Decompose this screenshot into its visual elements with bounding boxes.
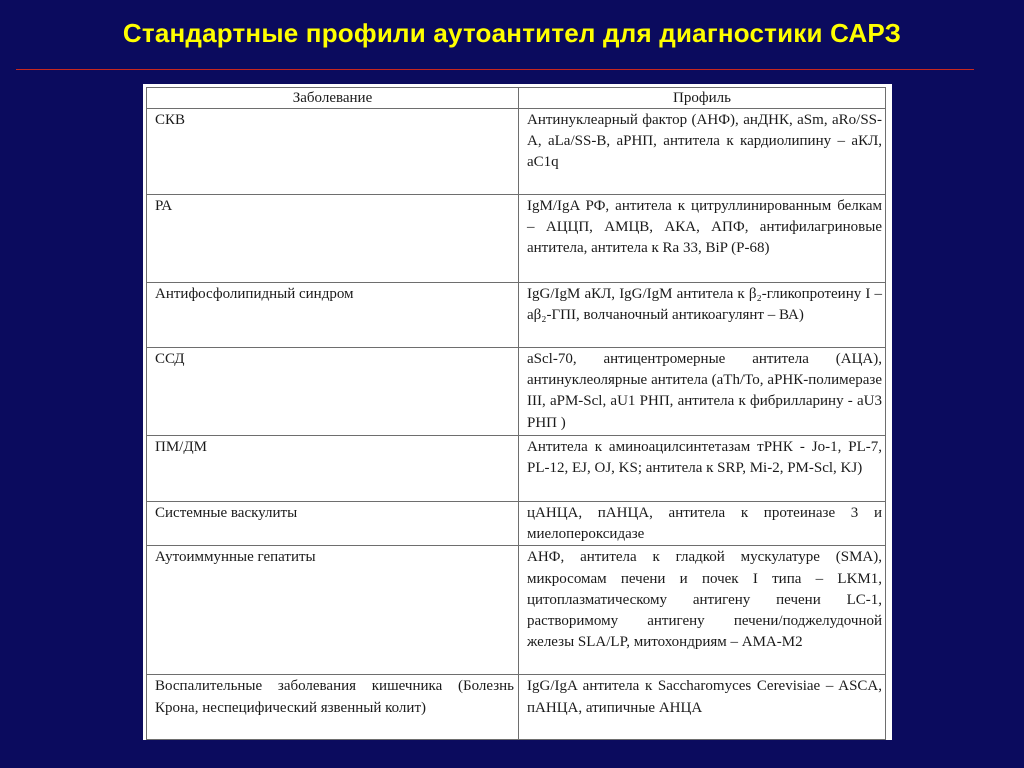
table-row bbox=[147, 195, 886, 283]
title-divider bbox=[16, 69, 974, 70]
table-row bbox=[147, 675, 886, 740]
profile-cell: aScl-70, антицентромерные антитела (АЦА), антинуклеолярные антитела (aTh/To, аРНК-полимеразе III, aPM-Scl, aU1 РНП, антитела к фибрилларину - aU3 РНП ) bbox=[519, 348, 886, 436]
profile-cell: Антитела к аминоацилсинтетазам тРНК - Jo-1, PL-7, PL-12, EJ, OJ, KS; антитела к SRP, Mi-2, PM-Scl, KJ) bbox=[519, 436, 886, 502]
table-row bbox=[147, 348, 886, 436]
disease-cell: СКВ bbox=[147, 109, 519, 195]
table-header-row bbox=[147, 88, 886, 109]
autoantibody-profiles-table bbox=[146, 87, 886, 740]
profile-cell: IgM/IgA РФ, антитела к цитруллинированным белкам – АЦЦП, АМЦВ, АКА, АПФ, антифилагриновые антитела, антитела к Ra 33, BiP (P-68) bbox=[519, 195, 886, 283]
header-profile: Профиль bbox=[519, 88, 886, 109]
profile-cell: Антинуклеарный фактор (АНФ), анДНК, aSm, aRo/SS-A, aLa/SS-B, аРНП, антитела к кардиолипину – аКЛ, aC1q bbox=[519, 109, 886, 195]
table-row bbox=[147, 546, 886, 675]
disease-cell: Аутоиммунные гепатиты bbox=[147, 546, 519, 675]
table-row bbox=[147, 436, 886, 502]
disease-cell: ССД bbox=[147, 348, 519, 436]
disease-cell: Воспалительные заболевания кишечника (Болезнь Крона, неспецифический язвенный колит) bbox=[147, 675, 519, 740]
disease-cell: Системные васкулиты bbox=[147, 502, 519, 546]
profile-cell: цАНЦА, пАНЦА, антитела к протеиназе 3 и миелопероксидазе bbox=[519, 502, 886, 546]
profile-cell: IgG/IgA антитела к Saccharomyces Cerevisiae – ASCA, пАНЦА, атипичные АНЦА bbox=[519, 675, 886, 740]
table-row bbox=[147, 283, 886, 348]
profile-cell: АНФ, антитела к гладкой мускулатуре (SMA), микросомам печени и почек I типа – LKM1, цитоплазматическому антигену печени LC-1, растворимому антигену печени/поджелудочной железы SLA/LP, митохондриям – АМА-М2 bbox=[519, 546, 886, 675]
table-row bbox=[147, 109, 886, 195]
disease-cell: ПМ/ДМ bbox=[147, 436, 519, 502]
table-panel bbox=[143, 84, 892, 740]
header-disease: Заболевание bbox=[147, 88, 519, 109]
disease-cell: РА bbox=[147, 195, 519, 283]
table-row bbox=[147, 502, 886, 546]
disease-cell: Антифосфолипидный синдром bbox=[147, 283, 519, 348]
profile-cell: IgG/IgM аКЛ, IgG/IgM антитела к β₂-гликопротеину I – aβ₂-ГПI, волчаночный антикоагулянт – ВА) bbox=[519, 283, 886, 348]
slide-title: Стандартные профили аутоантител для диагностики САРЗ bbox=[122, 18, 902, 48]
